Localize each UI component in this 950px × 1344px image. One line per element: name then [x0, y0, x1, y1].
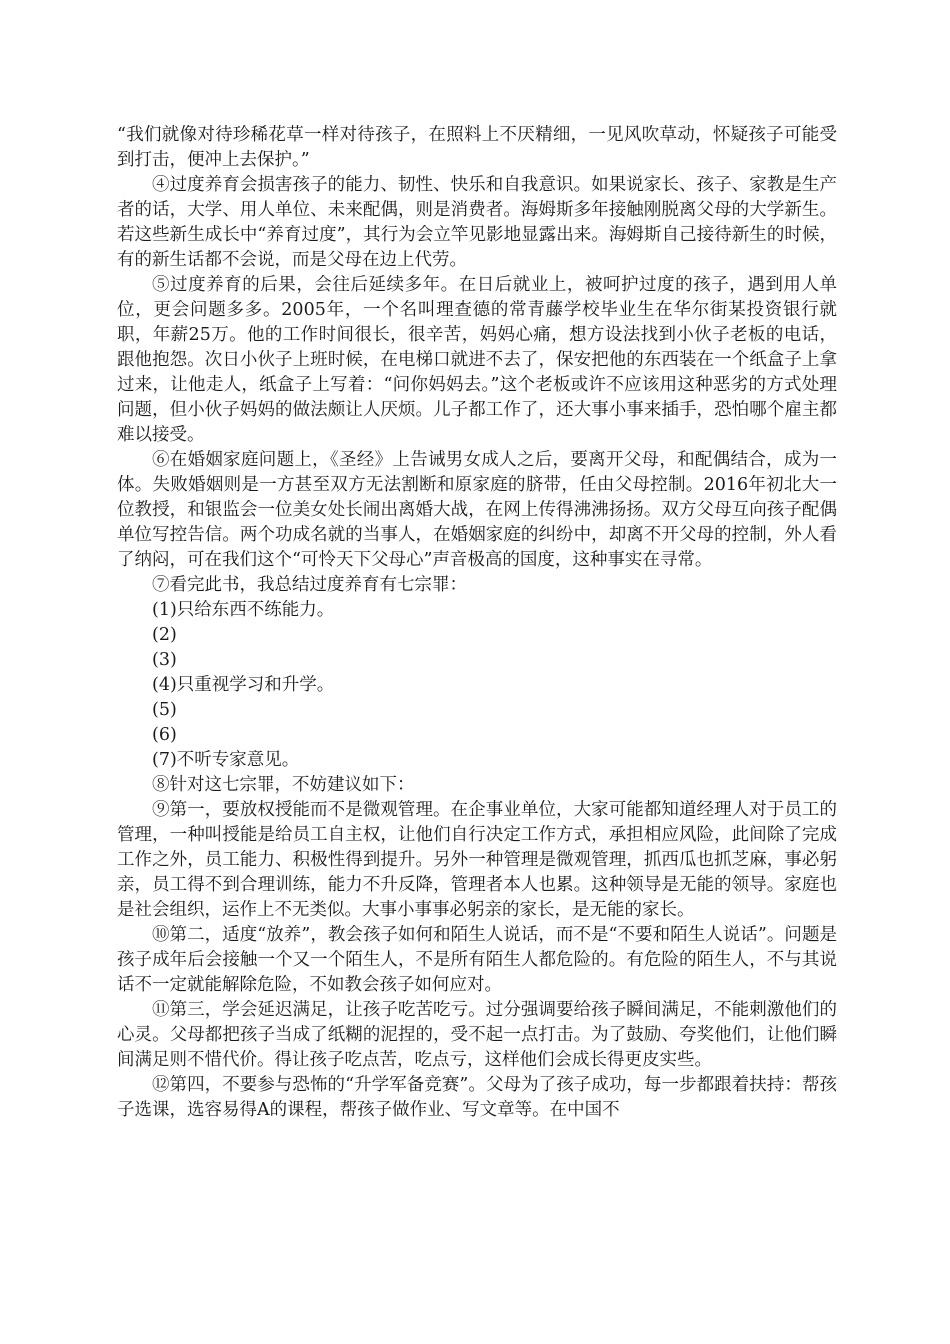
- paragraph-4: ④过度养育会损害孩子的能力、韧性、快乐和自我意识。如果说家长、孩子、家教是生产者的话，大学、用人单位、未来配偶，则是消费者。海姆斯多年接触刚脱离父母的大学新生。若这些新生成长中“养育过度”，其行为会立竿见影地显露出来。海姆斯自己接待新生的时候，有的新生话都不会说，而是父母在边上代劳。: [117, 175, 837, 270]
- sin-list-item-3: (3): [152, 650, 177, 670]
- paragraph-7: ⑦看完此书，我总结过度养育有七宗罪：: [152, 575, 467, 595]
- sin-list-item-6: (6): [152, 725, 177, 745]
- paragraph-8: ⑧针对这七宗罪，不妨建议如下：: [152, 775, 415, 795]
- paragraph-9: ⑨第一，要放权授能而不是微观管理。在企事业单位，大家可能都知道经理人对于员工的管理，一种叫授能是给员工自主权，让他们自行决定工作方式，承担相应风险，此间除了完成工作之外，员工能力、积极性得到提升。另外一种管理是微观管理，抓西瓜也抓芝麻，事必躬亲，员工得不到合理训练，能力不升反降，管理者本人也累。这种领导是无能的领导。家庭也是社会组织，运作上不无类似。大事小事事必躬亲的家长，是无能的家长。: [117, 800, 837, 920]
- article-page: [117, 123, 837, 1123]
- sin-list-item-7: (7)不听专家意见。: [152, 750, 300, 770]
- paragraph-intro-quote: “我们就像对待珍稀花草一样对待孩子，在照料上不厌精细，一见风吹草动，怀疑孩子可能受到打击，便冲上去保护。”: [117, 125, 837, 170]
- sin-list-item-5: (5): [152, 700, 177, 720]
- paragraph-12: ⑫第四，不要参与恐怖的“升学军备竞赛”。父母为了孩子成功，每一步都跟着扶持：帮孩子选课，选容易得A的课程，帮孩子做作业、写文章等。在中国不: [117, 1075, 837, 1120]
- paragraph-11: ⑪第三，学会延迟满足，让孩子吃苦吃亏。过分强调要给孩子瞬间满足，不能刺激他们的心灵。父母都把孩子当成了纸糊的泥捏的，受不起一点打击。为了鼓励、夸奖他们，让他们瞬间满足则不惜代价。得让孩子吃点苦，吃点亏，这样他们会成长得更皮实些。: [117, 1000, 837, 1070]
- sin-list-item-2: (2): [152, 625, 177, 645]
- paragraph-10: ⑩第二，适度“放养”，教会孩子如何和陌生人说话，而不是“不要和陌生人说话”。问题是孩子成年后会接触一个又一个陌生人，不是所有陌生人都危险的。有危险的陌生人，不与其说话不一定就能解除危险，不如教会孩子如何应对。: [117, 925, 837, 995]
- sin-list-item-1: (1)只给东西不练能力。: [152, 600, 335, 620]
- paragraph-5: ⑤过度养育的后果，会往后延续多年。在日后就业上，被呵护过度的孩子，遇到用人单位，更会问题多多。2005年，一个名叫理查德的常青藤学校毕业生在华尔街某投资银行就职，年薪25万。他的工作时间很长，很辛苦，妈妈心痛，想方设法找到小伙子老板的电话，跟他抱怨。次日小伙子上班时候，在电梯口就进不去了，保安把他的东西装在一个纸盒子上拿过来，让他走人，纸盒子上写着：“问你妈妈去。”这个老板或许不应该用这种恶劣的方式处理问题，但小伙子妈妈的做法颇让人厌烦。儿子都工作了，还大事小事来插手，恐怕哪个雇主都难以接受。: [117, 275, 837, 445]
- paragraph-6: ⑥在婚姻家庭问题上，《圣经》上告诫男女成人之后，要离开父母，和配偶结合，成为一体。失败婚姻则是一方甚至双方无法割断和原家庭的脐带，任由父母控制。2016年初北大一位教授，和银监会一位美女处长闹出离婚大战，在网上传得沸沸扬扬。双方父母互向孩子配偶单位写控告信。两个功成名就的当事人，在婚姻家庭的纠纷中，却离不开父母的控制，外人看了纳闷，可在我们这个“可怜天下父母心”声音极高的国度，这种事实在寻常。: [117, 450, 837, 570]
- sin-list-item-4: (4)只重视学习和升学。: [152, 675, 335, 695]
